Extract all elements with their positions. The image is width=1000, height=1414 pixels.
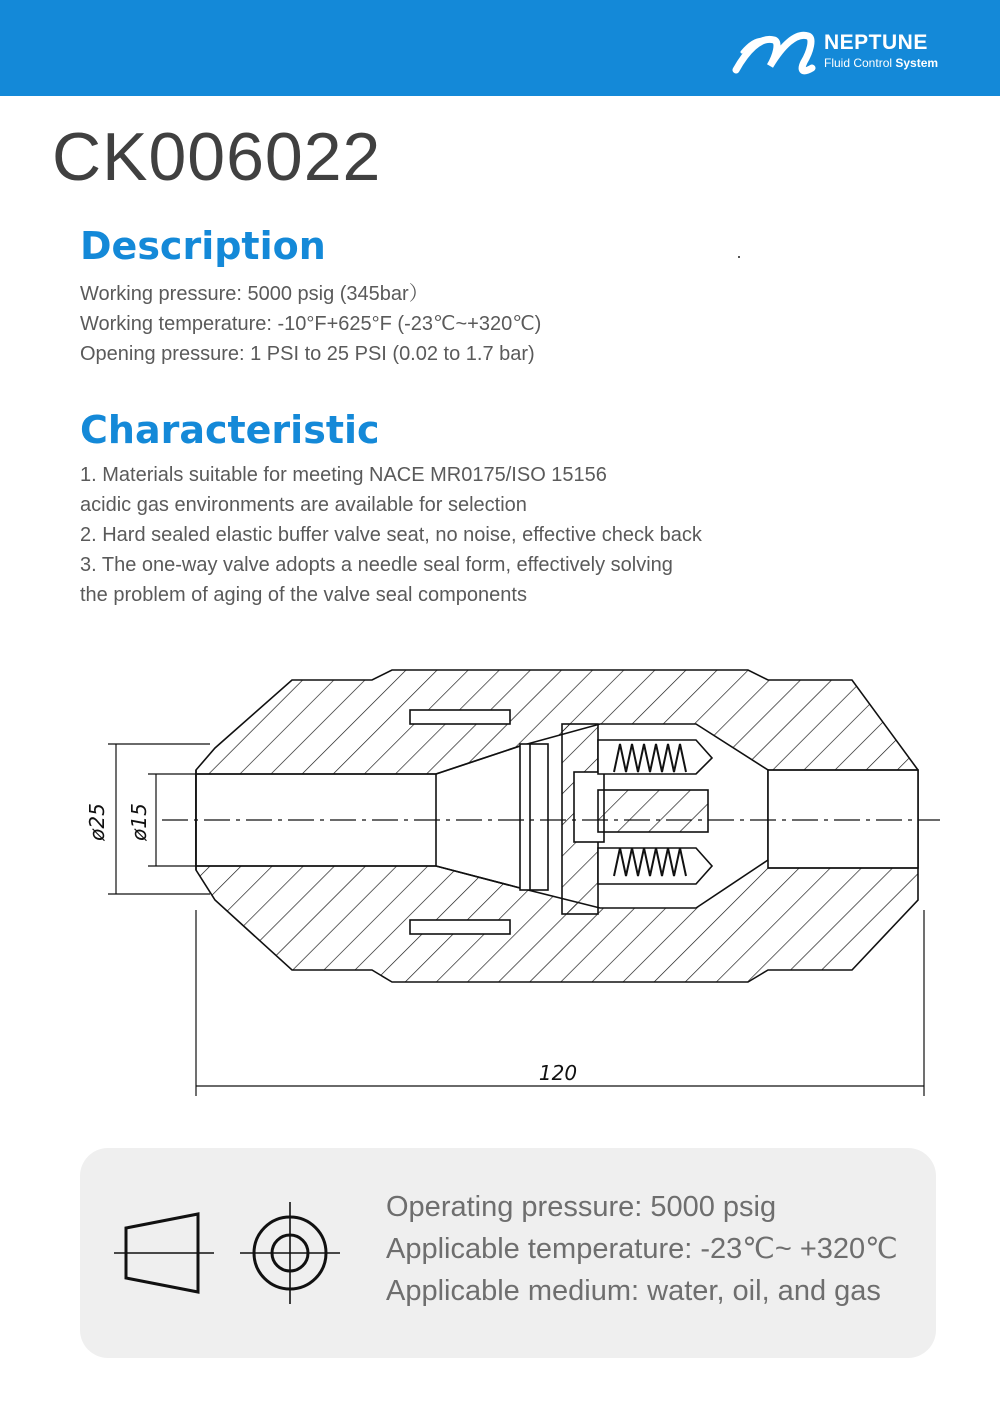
description-line: Working pressure: 5000 psig (345bar） [80, 283, 429, 305]
brand-tagline: Fluid Control System [824, 56, 939, 70]
valve-cross-section-drawing [0, 640, 1000, 1120]
characteristic-line: the problem of aging of the valve seal components [80, 584, 527, 606]
characteristic-heading: Characteristic [80, 408, 380, 452]
neptune-logo[interactable] [730, 22, 970, 82]
description-list [80, 279, 541, 369]
characteristic-line: 1. Materials suitable for meeting NACE MR0175/ISO 15156 [80, 464, 607, 486]
description-line: Working temperature: -10°F+625°F (-23℃~+320℃) [80, 313, 542, 335]
model-number: CK006022 [52, 119, 382, 195]
spec-line: Applicable medium: water, oil, and gas [386, 1275, 881, 1307]
specs-panel [80, 1148, 936, 1358]
spec-line: Applicable temperature: -23℃~ +320℃ [386, 1233, 898, 1265]
characteristic-line: 3. The one-way valve adopts a needle seal form, effectively solving [80, 554, 673, 576]
specs-list [386, 1186, 898, 1312]
brand-name: NEPTUNE [824, 31, 928, 54]
stray-dot [738, 256, 740, 258]
description-line: Opening pressure: 1 PSI to 25 PSI (0.02 to 1.7 bar) [80, 343, 535, 365]
characteristic-line: 2. Hard sealed elastic buffer valve seat, no noise, effective check back [80, 524, 702, 546]
dim-length: 120 [538, 1061, 578, 1085]
dim-outer-diameter: ø25 [85, 803, 109, 841]
first-angle-projection-circle-icon [240, 1202, 340, 1304]
description-heading: Description [80, 224, 326, 268]
characteristic-line: acidic gas environments are available for selection [80, 494, 527, 516]
first-angle-projection-cone-icon [114, 1214, 214, 1292]
characteristic-list [80, 460, 702, 610]
header-bar [0, 0, 1000, 96]
dim-inner-diameter: ø15 [127, 803, 151, 841]
valve-body [196, 670, 918, 982]
neptune-wave-n-icon [730, 22, 820, 82]
projection-symbol [110, 1198, 350, 1308]
spec-line: Operating pressure: 5000 psig [386, 1191, 777, 1223]
